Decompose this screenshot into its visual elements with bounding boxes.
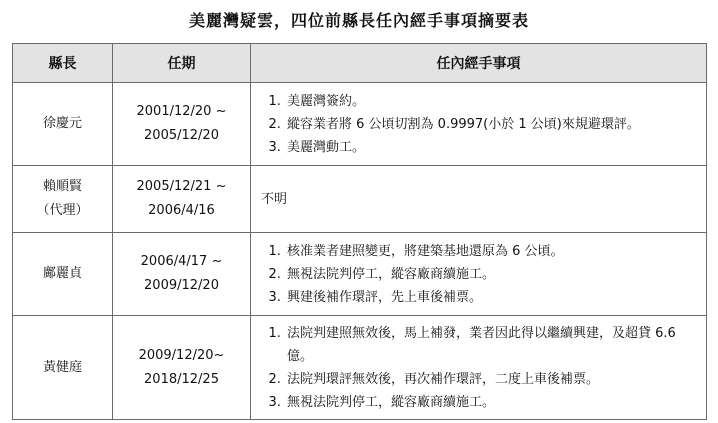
term-end: 2006/4/16 xyxy=(148,203,215,218)
header-county-magistrate: 縣長 xyxy=(13,44,113,83)
magistrate-name: 黃健庭 xyxy=(13,316,113,420)
matter-item: 3. 興建後補作環評，先上車後補票。 xyxy=(285,286,696,309)
term-end: 2018/12/25 xyxy=(144,371,219,387)
matters-cell xyxy=(251,233,707,316)
matter-item: 2. 無視法院判停工，縱容廠商續施工。 xyxy=(285,263,696,286)
summary-table xyxy=(12,43,707,420)
table-row xyxy=(13,233,707,316)
term-cell xyxy=(113,316,251,420)
matters-cell xyxy=(251,83,707,166)
term-cell xyxy=(113,83,251,166)
term-end: 2009/12/20 xyxy=(144,278,219,293)
term-cell xyxy=(113,166,251,233)
magistrate-name: 賴順賢 （代理） xyxy=(13,166,113,233)
matter-item: 3. 無視法院判停工，縱容廠商續施工。 xyxy=(285,391,696,414)
matter-item: 2. 縱容業者將 6 公頃切割為 0.9997(小於 1 公頃)來規避環評。 xyxy=(285,113,696,136)
table-header-row xyxy=(13,44,707,83)
table-row xyxy=(13,83,707,166)
term-start: 2009/12/20~ xyxy=(138,347,225,363)
term-start: 2006/4/17 ~ xyxy=(140,254,223,269)
matter-item: 1. 美麗灣簽約。 xyxy=(285,90,696,113)
matter-text: 不明 xyxy=(261,191,288,207)
matters-cell xyxy=(251,166,707,233)
magistrate-name: 徐慶元 xyxy=(13,83,113,166)
table-row xyxy=(13,166,707,233)
term-end: 2005/12/20 xyxy=(144,128,219,143)
page-title: 美麗灣疑雲，四位前縣長任內經手事項摘要表 xyxy=(188,11,529,30)
matters-cell xyxy=(251,316,707,420)
matter-item: 3. 美麗灣動工。 xyxy=(285,136,696,159)
matter-item: 1. 核准業者建照變更，將建築基地還原為 6 公頃。 xyxy=(285,240,696,263)
matter-item: 2. 法院判環評無效後，再次補作環評，二度上車後補票。 xyxy=(285,368,696,391)
term-cell xyxy=(113,233,251,316)
header-term: 任期 xyxy=(113,44,251,83)
magistrate-name: 鄺麗貞 xyxy=(13,233,113,316)
term-start: 2005/12/21 ~ xyxy=(136,179,227,194)
matter-item: 1. 法院判建照無效後，馬上補發，業者因此得以繼續興建，及超貸 6.6 億。 xyxy=(285,322,696,368)
header-matters: 任內經手事項 xyxy=(251,44,707,83)
term-start: 2001/12/20 ~ xyxy=(136,104,227,119)
table-row xyxy=(13,316,707,420)
acting-note: （代理） xyxy=(36,203,89,218)
